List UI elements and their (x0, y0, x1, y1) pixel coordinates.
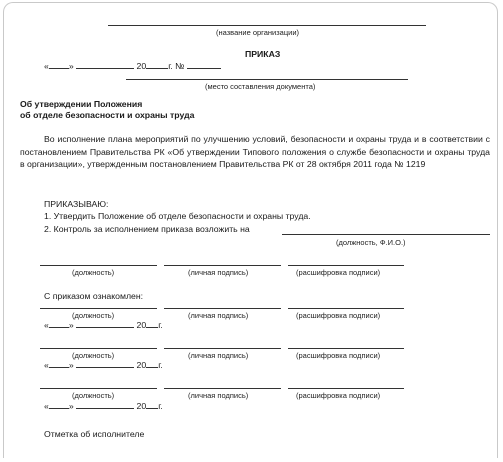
responsible-person-caption: (должность, Ф.И.О.) (336, 238, 406, 247)
acquainted-date-3: « » 20 г. (44, 401, 163, 411)
order-item-1: 1. Утвердить Положение об отделе безопасности и охраны труда. (44, 211, 311, 221)
decoding-caption: (расшифровка подписи) (296, 268, 381, 277)
position-caption: (должность) (72, 391, 115, 400)
acquainted-date-2: « » 20 г. (44, 360, 163, 370)
signature-caption: (личная подпись) (188, 311, 249, 320)
subject-line-2: об отделе безопасности и охраны труда (20, 110, 195, 120)
year-suffix: г. (168, 61, 173, 71)
place-line (126, 79, 408, 80)
org-name-caption: (название организации) (216, 28, 300, 37)
order-item-2: 2. Контроль за исполнением приказа возложить на (44, 224, 250, 234)
acquainted-date-1: « » 20 г. (44, 320, 163, 330)
place-caption: (место составления документа) (205, 82, 316, 91)
director-signature-row (40, 265, 410, 287)
decoding-caption: (расшифровка подписи) (296, 391, 381, 400)
signature-caption: (личная подпись) (188, 268, 249, 277)
order-heading: ПРИКАЗЫВАЮ: (44, 199, 109, 209)
subject-line-1: Об утверждении Положения (20, 99, 143, 109)
signature-caption: (личная подпись) (188, 391, 249, 400)
date-close-quote: » (68, 61, 74, 71)
number-sign: № (175, 61, 185, 71)
date-number-row (44, 61, 221, 71)
position-caption: (должность) (72, 351, 115, 360)
executor-note: Отметка об исполнителе (44, 429, 145, 439)
document-title: ПРИКАЗ (245, 49, 281, 59)
responsible-person-line (282, 234, 490, 235)
position-caption: (должность) (72, 268, 115, 277)
decoding-caption: (расшифровка подписи) (296, 311, 381, 320)
date-open-quote: « (44, 61, 49, 71)
year-prefix: 20 (136, 61, 147, 71)
decoding-caption: (расшифровка подписи) (296, 351, 381, 360)
signature-caption: (личная подпись) (188, 351, 249, 360)
org-name-line (108, 25, 426, 26)
acquainted-label: С приказом ознакомлен: (44, 291, 144, 301)
position-caption: (должность) (72, 311, 115, 320)
preamble-paragraph: Во исполнение плана мероприятий по улучшению условий, безопасности и охраны труда и в соответствии с постановлением Правительства РК «Об утверждении Типового положения о службе безопасности и охраны труда в организации», утвержденным постановлением Правительства РК от 28 октября 2011 года № 1219 (20, 134, 490, 170)
order-document (3, 2, 498, 458)
